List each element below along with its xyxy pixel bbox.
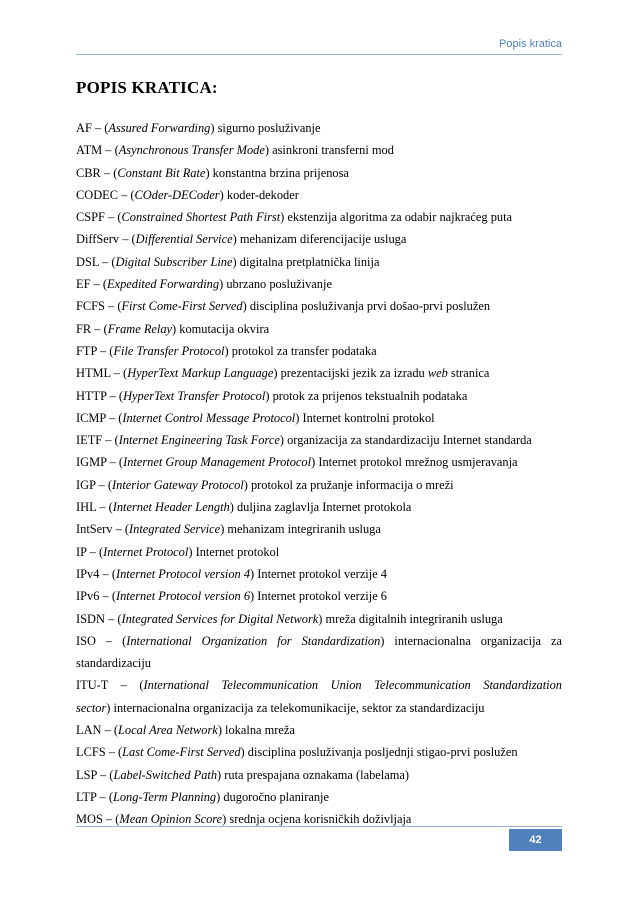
expansion: Assured Forwarding [108, 121, 211, 135]
description: dugoročno planiranje [223, 789, 329, 804]
description: disciplina posluživanja prvi došao-prvi poslužen [249, 299, 491, 314]
description: Internet kontrolni protokol [302, 410, 435, 425]
list-item: ATM – (Asynchronous Transfer Mode) asinkroni transferni mod [76, 143, 394, 158]
description: ekstenzija algoritma za odabir najkraćeg puta [287, 210, 513, 225]
list-item: IGMP – (Internet Group Management Protocol) Internet protokol mrežnog usmjeravanja [76, 455, 518, 470]
description: organizacija za standardizaciju Internet standarda [287, 433, 532, 448]
description: srednja ocjena korisničkih doživljaja [229, 812, 412, 827]
description: Internet protokol verzije 4 [257, 566, 387, 581]
list-item: FTP – (File Transfer Protocol) protokol za transfer podataka [76, 343, 377, 358]
expansion: Last Come-First Served [122, 745, 241, 760]
expansion: Interior Gateway Protocol [112, 477, 244, 492]
list-item: MOS – (Mean Opinion Score) srednja ocjena korisničkih doživljaja [76, 812, 412, 827]
description: ruta prespajana oznakama (labelama) [224, 767, 409, 782]
expansion: HyperText Markup Language [127, 366, 274, 381]
list-item: ITU-T – (International Telecommunication Union Telecommunication Standardization [76, 678, 562, 693]
description: sigurno posluživanje [217, 121, 321, 135]
expansion: Label-Switched Path [113, 767, 218, 782]
abbreviation: EF [76, 277, 91, 292]
abbreviation: LAN [76, 723, 102, 738]
list-item: IETF – (Internet Engineering Task Force) organizacija za standardizaciju Internet standarda [76, 433, 532, 448]
abbreviation: CSPF [76, 210, 105, 225]
abbreviation: AF [76, 121, 92, 135]
list-item: CODEC – (COder-DECoder) koder-dekoder [76, 187, 299, 202]
expansion: Expedited Forwarding [107, 277, 220, 292]
expansion: Local Area Network [118, 723, 218, 738]
expansion: HyperText Transfer Protocol [123, 388, 266, 403]
abbreviation: FR [76, 321, 92, 336]
page-number: 42 [509, 829, 562, 851]
description: asinkroni transferni mod [272, 143, 394, 158]
list-item: EF – (Expedited Forwarding) ubrzano posluživanje [76, 277, 332, 292]
expansion: Asynchronous Transfer Mode [118, 143, 265, 158]
abbreviation: IETF [76, 433, 103, 448]
expansion: Digital Subscriber Line [115, 254, 233, 269]
description: Internet protokol mrežnog usmjeravanja [318, 455, 518, 470]
expansion: Internet Engineering Task Force [118, 433, 280, 448]
expansion: International Telecommunication Union Telecommunication Standardization [143, 678, 562, 693]
list-item: HTTP – (HyperText Transfer Protocol) protok za prijenos tekstualnih podataka [76, 388, 468, 403]
list-item: ICMP – (Internet Control Message Protocol) Internet kontrolni protokol [76, 410, 435, 425]
abbreviation: IHL [76, 500, 97, 515]
description: Internet protokol [195, 544, 280, 559]
expansion: Integrated Service [129, 522, 221, 537]
list-item: DSL – (Digital Subscriber Line) digitalna pretplatnička linija [76, 254, 380, 269]
page-title: POPIS KRATICA: [76, 78, 218, 97]
description: mehanizam integriranih usluga [227, 522, 381, 537]
list-item: AF – (Assured Forwarding) sigurno posluživanje [76, 121, 321, 135]
description: stranica [450, 366, 490, 381]
abbreviation: IPv6 [76, 589, 100, 604]
list-item: IPv4 – (Internet Protocol version 4) Internet protokol verzije 4 [76, 566, 387, 581]
list-item: CSPF – (Constrained Shortest Path First) ekstenzija algoritma za odabir najkraćeg puta [76, 210, 513, 225]
abbreviation: IPv4 [76, 566, 100, 581]
list-item: CBR – (Constant Bit Rate) konstantna brzina prijenosa [76, 165, 349, 180]
expansion: Frame Relay [107, 321, 173, 336]
description: digitalna pretplatnička linija [239, 254, 380, 269]
description: duljina zaglavlja Internet protokola [236, 500, 412, 515]
abbreviation: ISDN [76, 611, 105, 626]
abbreviation: LCFS [76, 745, 106, 760]
abbreviation: CODEC [76, 187, 118, 202]
list-item: DiffServ – (Differential Service) mehanizam diferencijacije usluga [76, 232, 407, 247]
list-item: IHL – (Internet Header Length) duljina zaglavlja Internet protokola [76, 500, 412, 515]
description: mreža digitalnih integriranih usluga [325, 611, 503, 626]
description: ubrzano posluživanje [226, 277, 332, 292]
expansion: Constant Bit Rate [117, 165, 206, 180]
list-item: FR – (Frame Relay) komutacija okvira [76, 321, 270, 336]
expansion: File Transfer Protocol [113, 343, 225, 358]
abbreviation: IGP [76, 477, 96, 492]
list-item: IPv6 – (Internet Protocol version 6) Internet protokol verzije 6 [76, 589, 387, 604]
description: protokol za pružanje informacija o mreži [250, 477, 454, 492]
abbreviation: MOS [76, 812, 103, 827]
abbreviation: LTP [76, 789, 97, 804]
footer-divider [76, 826, 562, 827]
expansion: International Organization for Standardization [126, 633, 381, 648]
expansion: Internet Control Message Protocol [122, 410, 296, 425]
description: Internet protokol verzije 6 [257, 589, 387, 604]
expansion: Integrated Services for Digital Network [121, 611, 319, 626]
abbreviation: FCFS [76, 299, 105, 314]
abbreviation: IGMP [76, 455, 107, 470]
list-item-continuation [76, 652, 562, 674]
expansion: Differential Service [135, 232, 233, 247]
description: protok za prijenos tekstualnih podataka [272, 388, 468, 403]
description: disciplina posluživanja posljednji stigao-prvi poslužen [247, 745, 518, 760]
description: koder-dekoder [226, 187, 299, 202]
abbreviation: LSP [76, 767, 97, 782]
description: mehanizam diferencijacije usluga [239, 232, 407, 247]
description: konstantna brzina prijenosa [212, 165, 349, 180]
list-item-continuation: sector) internacionalna organizacija za telekomunikacije, sektor za standardizaciju [76, 700, 485, 715]
description: lokalna mreža [225, 723, 295, 738]
running-header: Popis kratica [499, 38, 562, 50]
expansion: Mean Opinion Score [119, 812, 223, 827]
abbreviation: CBR [76, 165, 101, 180]
expansion: Internet Group Management Protocol [123, 455, 312, 470]
abbreviation: IntServ [76, 522, 113, 537]
expansion: First Come-First Served [121, 299, 243, 314]
header-divider [76, 54, 562, 55]
abbreviation: IP [76, 544, 87, 559]
abbreviation: DiffServ [76, 232, 120, 247]
expansion: Internet Protocol version 4 [115, 566, 251, 581]
list-item: LSP – (Label-Switched Path) ruta prespajana oznakama (labelama) [76, 767, 409, 782]
abbreviation: HTTP [76, 388, 107, 403]
list-item: FCFS – (First Come-First Served) disciplina posluživanja prvi došao-prvi poslužen [76, 299, 491, 314]
list-item: HTML – (HyperText Markup Language) prezentacijski jezik za izradu web stranica [76, 366, 490, 381]
list-item: IGP – (Interior Gateway Protocol) protokol za pružanje informacija o mreži [76, 477, 454, 492]
abbreviation-list [76, 117, 562, 831]
expansion: Internet Header Length [112, 500, 230, 515]
list-item: IP – (Internet Protocol) Internet protokol [76, 544, 280, 559]
abbreviation: ICMP [76, 410, 106, 425]
expansion: Long-Term Planning [112, 789, 217, 804]
abbreviation: HTML [76, 366, 111, 381]
expansion: Constrained Shortest Path First [121, 210, 281, 225]
description: protokol za transfer podataka [231, 343, 377, 358]
list-item: LTP – (Long-Term Planning) dugoročno planiranje [76, 789, 329, 804]
abbreviation: DSL [76, 254, 99, 269]
description-emphasis: web [427, 366, 448, 381]
list-item: IntServ – (Integrated Service) mehanizam integriranih usluga [76, 522, 381, 537]
description: internacionalna organizacija za telekomunikacije, sektor za standardizaciju [113, 700, 485, 715]
description: standardizaciju [76, 656, 151, 671]
expansion: Internet Protocol version 6 [115, 589, 251, 604]
description: prezentacijski jezik za izradu [280, 366, 425, 381]
description: internacionalna organizacija za [394, 633, 562, 648]
expansion: COder-DECoder [134, 187, 220, 202]
description: komutacija okvira [179, 321, 270, 336]
list-item: LAN – (Local Area Network) lokalna mreža [76, 723, 295, 738]
list-item: ISDN – (Integrated Services for Digital Network) mreža digitalnih integriranih usluga [76, 611, 503, 626]
list-item: ISO – (International Organization for Standardization) internacionalna organizacija za [76, 633, 562, 648]
list-item: LCFS – (Last Come-First Served) disciplina posluživanja posljednji stigao-prvi poslužen [76, 745, 518, 760]
expansion: Internet Protocol [103, 544, 189, 559]
abbreviation: ITU-T [76, 678, 109, 693]
abbreviation: ATM [76, 143, 103, 158]
expansion: sector [76, 700, 107, 715]
abbreviation: ISO [76, 633, 96, 648]
abbreviation: FTP [76, 343, 97, 358]
